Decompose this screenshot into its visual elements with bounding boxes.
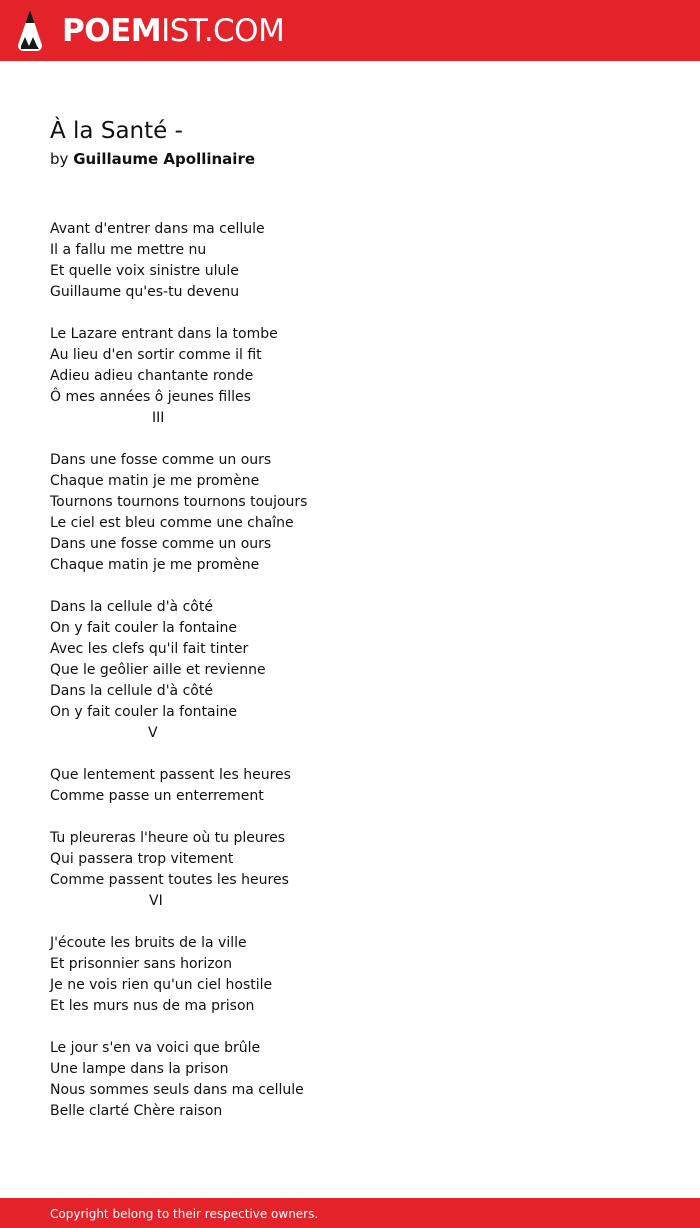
author-name: Guillaume Apollinaire: [73, 150, 256, 168]
poem-line: Avec les clefs qu'il fait tinter: [50, 641, 249, 657]
poem-line: Et prisonnier sans horizon: [50, 956, 232, 972]
stanza-break: [50, 1017, 650, 1038]
poem-line: Tu pleureras l'heure où tu pleures: [50, 830, 286, 846]
poem-line: Au lieu d'en sortir comme il fit: [50, 347, 262, 363]
copyright-text: Copyright belong to their respective owners.: [50, 1207, 319, 1221]
stanza-break: [50, 744, 650, 765]
poem-line: Que le geôlier aille et revienne: [50, 662, 266, 678]
poem-line: Avant d'entrer dans ma cellule: [50, 221, 265, 237]
poem-line: Guillaume qu'es-tu devenu: [50, 284, 240, 300]
section-numeral: VI: [149, 893, 163, 909]
poem-line: Une lampe dans la prison: [50, 1061, 229, 1077]
poem-line: On y fait couler la fontaine: [50, 620, 237, 636]
poem-line: Ô mes années ô jeunes filles: [50, 389, 251, 405]
site-logo-text[interactable]: [62, 12, 284, 50]
poem-line: Tournons tournons tournons toujours: [50, 494, 308, 510]
poem-line: Et les murs nus de ma prison: [50, 998, 255, 1014]
poem-line: Comme passe un enterrement: [50, 788, 264, 804]
poem-line: Et quelle voix sinistre ulule: [50, 263, 239, 279]
poem-line: Que lentement passent les heures: [50, 767, 291, 783]
poem-line: Dans une fosse comme un ours: [50, 536, 272, 552]
poem-line: Belle clarté Chère raison: [50, 1103, 223, 1119]
stanza-break: [50, 576, 650, 597]
stanza-break: [50, 429, 650, 450]
poem-line: Chaque matin je me promène: [50, 557, 260, 573]
stanza-break: [50, 303, 650, 324]
poem-line: Adieu adieu chantante ronde: [50, 368, 254, 384]
poem-line: On y fait couler la fontaine: [50, 704, 237, 720]
stanza-break: [50, 807, 650, 828]
poem-line: Dans la cellule d'à côté: [50, 683, 213, 699]
byline: [50, 149, 255, 169]
poem-line: J'écoute les bruits de la ville: [50, 935, 247, 951]
section-numeral: III: [152, 410, 165, 426]
poem-body: [50, 219, 650, 1122]
poem-line: Comme passent toutes les heures: [50, 872, 289, 888]
section-numeral: V: [148, 725, 158, 741]
site-header: [0, 0, 700, 61]
poem-line: Le jour s'en va voici que brûle: [50, 1040, 261, 1056]
pencil-tip-icon[interactable]: [17, 9, 43, 52]
poem-line: Qui passera trop vitement: [50, 851, 234, 867]
poem-line: Dans la cellule d'à côté: [50, 599, 213, 615]
poem-line: Nous sommes seuls dans ma cellule: [50, 1082, 304, 1098]
poem-title: À la Santé -: [50, 118, 183, 144]
poem-line: Je ne vois rien qu'un ciel hostile: [50, 977, 273, 993]
poem-line: Il a fallu me mettre nu: [50, 242, 207, 258]
by-label: by: [50, 150, 69, 168]
poem-line: Le ciel est bleu comme une chaîne: [50, 515, 294, 531]
poem-line: Chaque matin je me promène: [50, 473, 260, 489]
poem-line: Le Lazare entrant dans la tombe: [50, 326, 278, 342]
stanza-break: [50, 912, 650, 933]
poem-line: Dans une fosse comme un ours: [50, 452, 272, 468]
brand-bold: POEM: [62, 13, 162, 49]
site-footer: [0, 1198, 700, 1228]
brand-light: IST.COM: [161, 13, 285, 49]
